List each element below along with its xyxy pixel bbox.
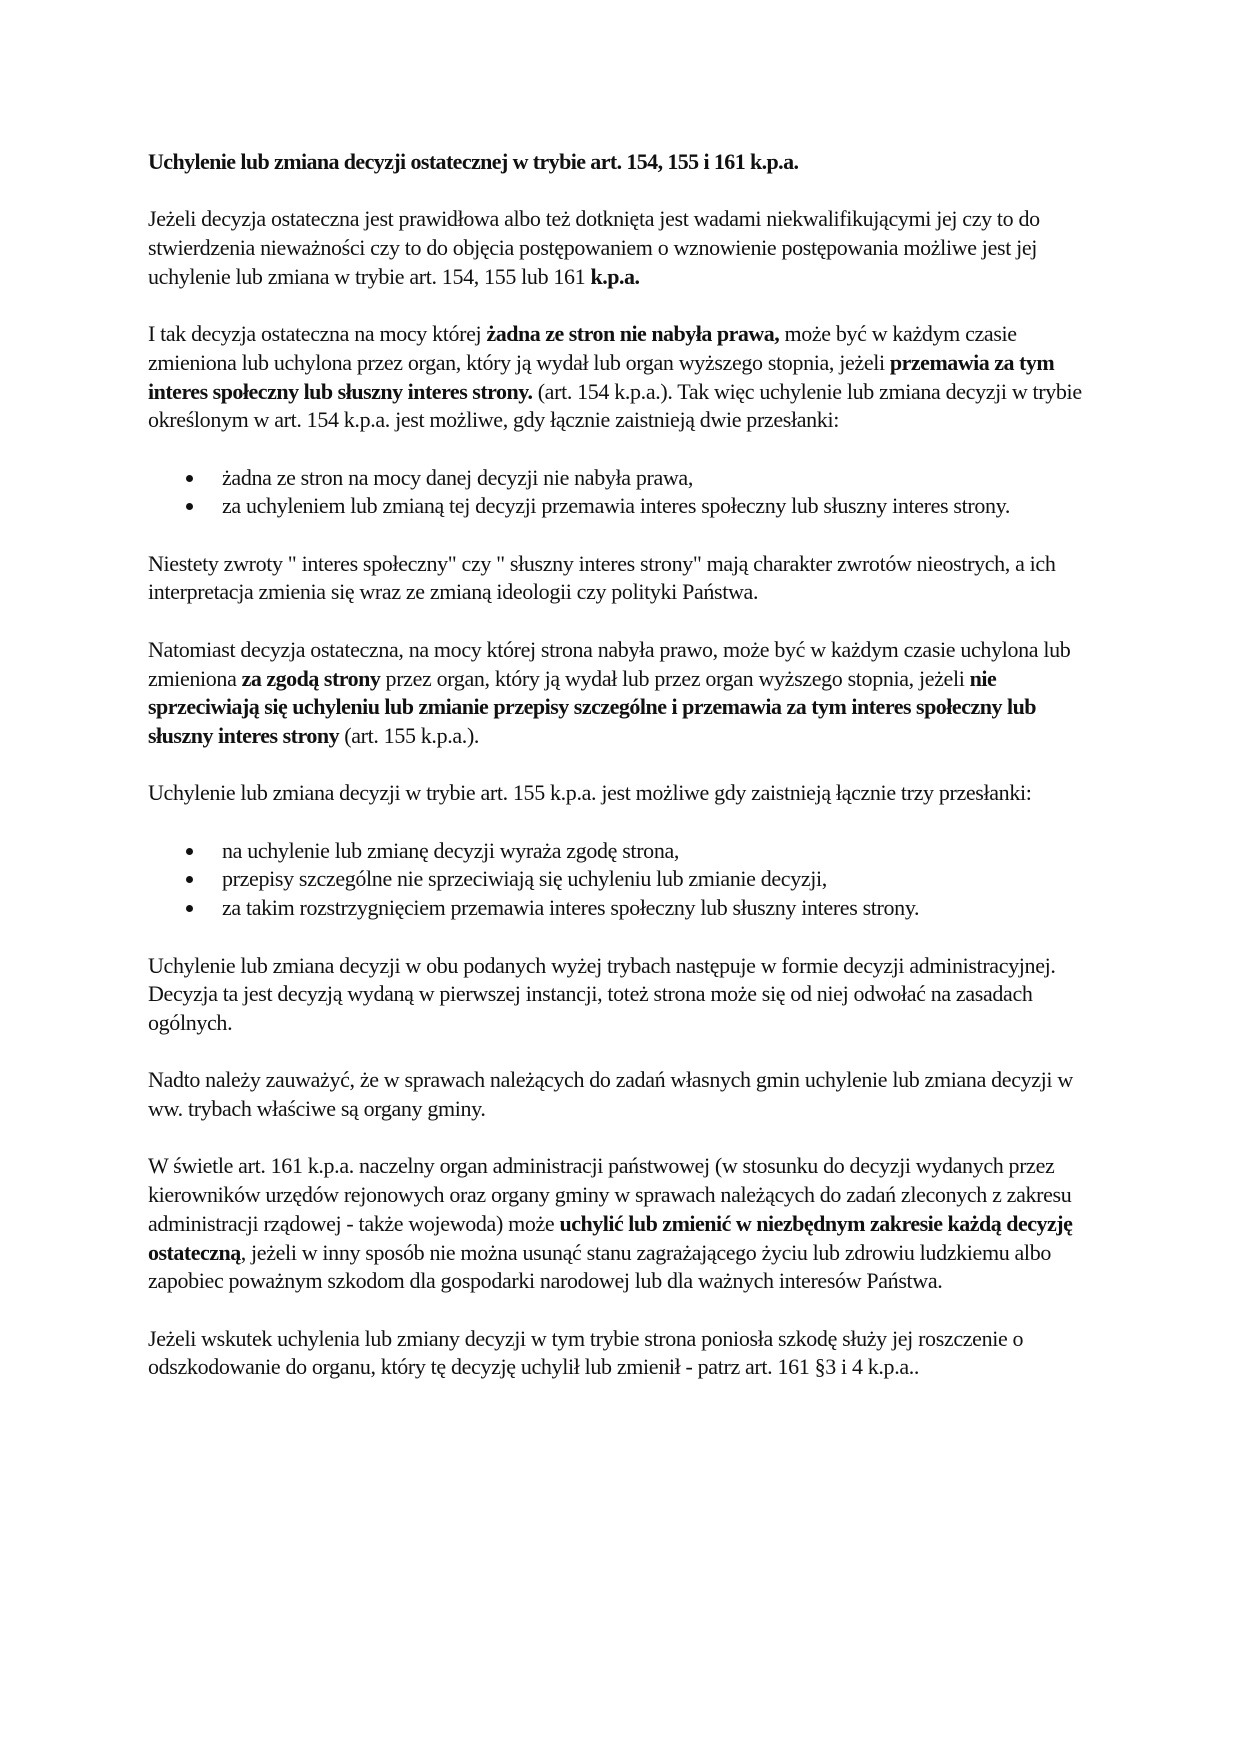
list-item-text: za takim rozstrzygnięciem przemawia interes społeczny lub słuszny interes strony. [222,895,920,921]
paragraph-text: przez organ, który ją wydał lub przez organ wyższego stopnia, jeżeli [380,665,970,691]
list-item [148,894,1088,923]
bold-text: za zgodą strony [241,665,381,691]
list-art154-conditions [148,464,1088,521]
bullet-icon [186,876,193,883]
paragraph-art161 [148,1152,1088,1296]
list-art155-conditions [148,837,1088,923]
list-item [148,837,1088,866]
list-item [148,492,1088,521]
bullet-icon [186,905,193,912]
bullet-icon [186,848,193,855]
paragraph-text: , jeżeli w inny sposób nie można usunąć stanu zagrażającego życiu lub zdrowiu ludzkiemu albo zapobiec poważnym szkodom dla gospodarki narodowej lub dla ważnych interesów Państwa. [148,1239,1051,1294]
bold-text: k.p.a. [590,263,640,289]
paragraph-text: Jeżeli decyzja ostateczna jest prawidłowa albo też dotknięta jest wadami niekwalifikującymi jej czy to do stwierdzenia nieważności czy to do objęcia postępowaniem o wznowienie postępowania możliwe jest jej uchylenie lub zmiana w trybie art. 154, 155 lub 161 [148,206,1040,289]
list-item-text: przepisy szczególne nie sprzeciwiają się uchyleniu lub zmianie decyzji, [222,866,827,892]
paragraph-text: (art. 155 k.p.a.). [339,722,480,748]
document-page [148,148,1088,1411]
list-item-text: na uchylenie lub zmianę decyzji wyraża zgodę strona, [222,837,680,863]
paragraph-vague-terms: Niestety zwroty " interes społeczny" czy " słuszny interes strony" mają charakter zwrotów nieostrych, a ich interpretacja zmienia się wraz ze zmianą ideologii czy polityki Państwa. [148,550,1056,605]
paragraph-decision-form: Uchylenie lub zmiana decyzji w obu podanych wyżej trybach następuje w formie decyzji administracyjnej. Decyzja ta jest decyzją wydaną w pierwszej instancji, toteż strona może się od niej odwołać na zasadach ogólnych. [148,952,1056,1035]
bold-text: żadna ze stron nie nabyła prawa, [486,321,780,347]
list-item-text: za uchyleniem lub zmianą tej decyzji przemawia interes społeczny lub słuszny interes strony. [222,493,1011,519]
list-item [148,865,1088,894]
bold-text: nie sprzeciwiają się uchyleniu lub zmianie przepisy szczególne i przemawia za tym interes społeczny lub słuszny interes strony [148,665,1037,748]
bullet-icon [186,503,193,510]
bold-text: uchylić lub zmienić w niezbędnym zakresie każdą decyzję ostateczną [148,1210,1073,1265]
bullet-icon [186,475,193,482]
paragraph-art154 [148,320,1088,435]
paragraph-text: I tak decyzja ostateczna na mocy której [148,321,487,347]
paragraph-intro [148,205,1088,291]
paragraph-text: Natomiast decyzja ostateczna, na mocy której strona nabyła prawo, może być w każdym czasie uchylona lub zmieniona [148,636,1071,691]
paragraph-text: W świetle art. 161 k.p.a. naczelny organ administracji państwowej (w stosunku do decyzji wydanych przez kierowników urzędów rejonowych oraz organy gminy w sprawach należących do zadań zleconych z zakresu administracji rządowej - także wojewoda) może [148,1153,1072,1236]
paragraph-art155 [148,636,1088,751]
bold-text: przemawia za tym interes społeczny lub słuszny interes strony. [148,349,1055,404]
paragraph-art155-conditions-intro: Uchylenie lub zmiana decyzji w trybie art. 155 k.p.a. jest możliwe gdy zaistnieją łącznie trzy przesłanki: [148,780,1032,806]
paragraph-compensation: Jeżeli wskutek uchylenia lub zmiany decyzji w tym trybie strona poniosła szkodę służy jej roszczenie o odszkodowanie do organu, który tę decyzję uchylił lub zmienił - patrz art. 161 §3 i 4 k.p.a.. [148,1325,1024,1380]
paragraph-text: może być w każdym czasie zmieniona lub uchylona przez organ, który ją wydał lub organ wyższego stopnia, jeżeli [148,321,1017,375]
paragraph-text: (art. 154 k.p.a.). Tak więc uchylenie lub zmiana decyzji w trybie określonym w art. 154 k.p.a. jest możliwe, gdy łącznie zaistnieją dwie przesłanki: [148,378,1082,433]
list-item-text: żadna ze stron na mocy danej decyzji nie nabyła prawa, [222,464,693,490]
list-item [148,464,1088,493]
document-title: Uchylenie lub zmiana decyzji ostatecznej w trybie art. 154, 155 i 161 k.p.a. [148,149,799,174]
paragraph-gmina: Nadto należy zauważyć, że w sprawach należących do zadań własnych gmin uchylenie lub zmiana decyzji w ww. trybach właściwe są organy gminy. [148,1067,1073,1122]
